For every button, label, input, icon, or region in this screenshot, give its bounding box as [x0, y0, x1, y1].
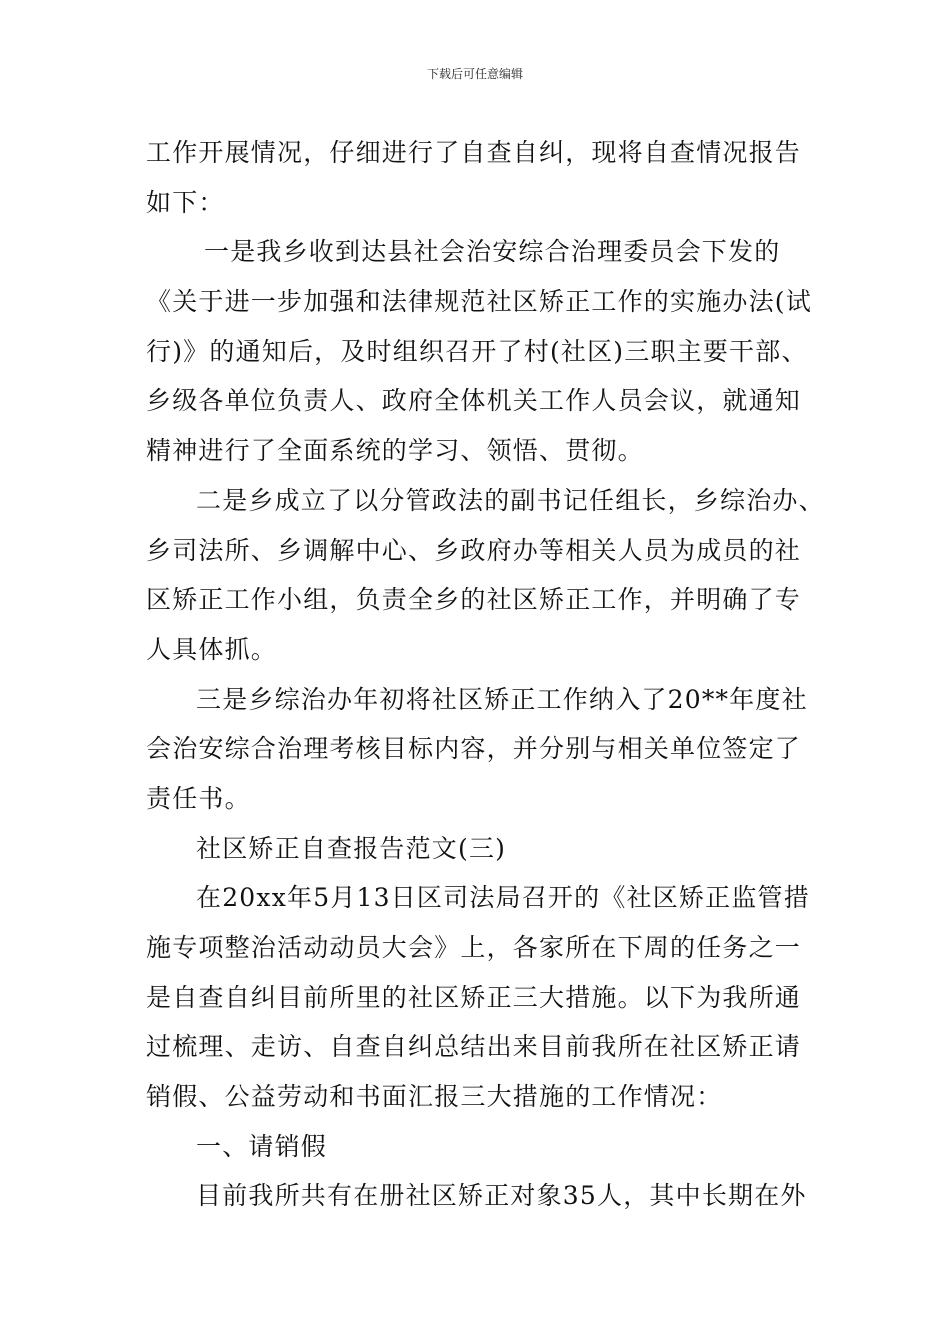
paragraph-line: 如下：	[146, 187, 225, 217]
paragraph-line: 过梳理、走访、自查自纠总结出来目前我所在社区矫正请	[146, 1032, 802, 1062]
paragraph-line: 三是乡综治办年初将社区矫正工作纳入了20**年度社	[196, 684, 808, 714]
paragraph-line: 目前我所共有在册社区矫正对象35人，其中长期在外	[196, 1181, 807, 1211]
paragraph-line: 精神进行了全面系统的学习、领悟、贯彻。	[146, 436, 644, 466]
paragraph-line: 一是我乡收到达县社会治安综合治理委员会下发的	[204, 237, 781, 267]
paragraph-line: 是自查自纠目前所里的社区矫正三大措施。以下为我所通	[146, 982, 802, 1012]
paragraph-line: 工作开展情况，仔细进行了自查自纠，现将自查情况报告	[146, 138, 802, 167]
paragraph-line: 二是乡成立了以分管政法的副书记任组长，乡综治办、	[196, 485, 825, 515]
paragraph-line: 责任书。	[146, 783, 251, 813]
paragraph-line: 人具体抓。	[146, 634, 278, 664]
paragraph-line: 乡级各单位负责人、政府全体机关工作人员会议，就通知	[146, 386, 802, 416]
paragraph-line: 乡司法所、乡调解中心、乡政府办等相关人员为成员的社	[146, 535, 802, 565]
paragraph-line: 《关于进一步加强和法律规范社区矫正工作的实施办法(试	[146, 287, 812, 317]
paragraph-line: 销假、公益劳动和书面汇报三大措施的工作情况：	[146, 1082, 723, 1112]
document-body	[146, 128, 825, 1221]
paragraph-line: 会治安综合治理考核目标内容，并分别与相关单位签定了	[146, 734, 802, 764]
paragraph-line: 行)》的通知后，及时组织召开了村(社区)三职主要干部、	[146, 336, 808, 366]
subsection-heading: 一、请销假	[196, 1131, 328, 1161]
header-note: 下载后可任意编辑	[426, 67, 523, 81]
paragraph-line: 在20xx年5月13日区司法局召开的《社区矫正监管措	[196, 883, 810, 913]
section-heading: 社区矫正自查报告范文(三)	[196, 833, 507, 863]
paragraph-line: 施专项整治活动动员大会》上，各家所在下周的任务之一	[146, 933, 802, 962]
paragraph-line: 区矫正工作小组，负责全乡的社区矫正工作，并明确了专	[146, 585, 802, 615]
